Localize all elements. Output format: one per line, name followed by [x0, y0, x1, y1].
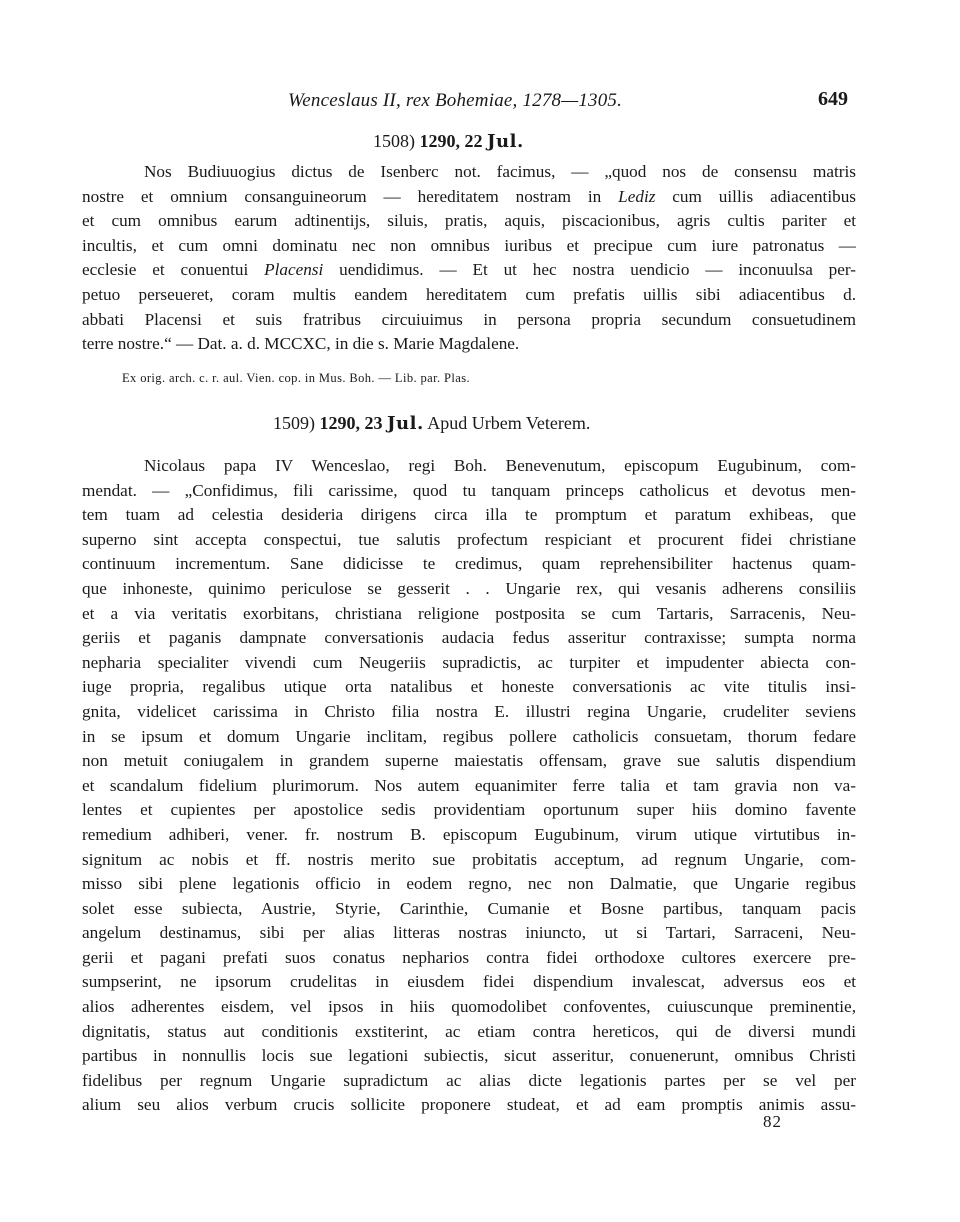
- text-line: angelum destinamus, sibi per alias litteras nostras iniuncto, ut si Tartari, Sarraceni, Neu-: [82, 923, 856, 943]
- text-line: signitum ac nobis et ff. nostris merito sue probitatis acceptum, ad regnum Ungarie, com-: [82, 849, 856, 869]
- text-line: Nicolaus papa IV Wenceslao, regi Boh. Benevenutum, episcopum Eugubinum, com-: [144, 456, 856, 475]
- doc-month: Jul.: [487, 131, 524, 152]
- text-line: alium seu alios verbum crucis sollicite proponere studeat, et ad eam promptis animis assu-: [82, 1095, 856, 1115]
- text-line: in se ipsum et domum Ungarie inclitam, regibus pollere catholicis consuetam, thorum fedare: [82, 726, 856, 746]
- page-header: [0, 90, 960, 120]
- doc-1509-body: [82, 454, 856, 1118]
- text-line: continuum incrementum. Sane didicisse te credimus, quam reprehensibiliter hactenus quam-: [82, 554, 856, 574]
- doc-1508-heading: [373, 131, 524, 152]
- text-line: incultis, et cum omni dominatu nec non omnibus iuribus et precipue cum iure patronatus —: [82, 235, 856, 255]
- doc-month: Jul.: [387, 413, 424, 434]
- text-line: nostre et omnium consanguineorum — hereditatem nostram in Lediz cum uillis adiacentibus: [82, 186, 856, 206]
- text-line: et scandalum fidelium plurimorum. Nos autem equanimiter ferre talia et tam gravia non va-: [82, 775, 856, 795]
- text-line: gerii et pagani prefati suos conatus nepharios contra fidei orthodoxe cultores exercere pre-: [82, 947, 856, 967]
- doc-1508-body: [82, 160, 856, 357]
- text-line: tem tuam ad celestia desideria dirigens circa illa te promptum et paratum exhibeas, que: [82, 505, 856, 525]
- text-line: et cum omnibus earum adtinentijs, siluis, pratis, aquis, piscacionibus, agris cultis pariter et: [82, 211, 856, 231]
- text-line: superno sint accepta conspectui, tue salutis profectum respiciant et procurent fidei christiane: [82, 529, 856, 549]
- running-title: Wenceslaus II, rex Bohemiae, 1278—1305.: [288, 90, 623, 111]
- doc-date: 1290, 22: [419, 131, 483, 151]
- doc-date: 1290, 23: [319, 413, 383, 433]
- text-line: alios adherentes eisdem, vel ipsos in hiis quomodolibet confoventes, cuiuscunque preminentie,: [82, 997, 856, 1017]
- text-line: terre nostre.“ — Dat. a. d. MCCXC, in die s. Marie Magdalene.: [82, 334, 520, 354]
- doc-1509-heading: [273, 413, 590, 434]
- text-line: dignitatis, status aut conditionis exstiterint, ac etiam contra hereticos, qui de diversi mundi: [82, 1021, 856, 1041]
- text-line: mendat. — „Confidimus, fili carissime, quod tu tanquam princeps catholicus et devotus men-: [82, 480, 856, 500]
- signature-mark: 82: [763, 1112, 782, 1131]
- doc-number: 1509): [273, 413, 315, 433]
- text-line: et a via veritatis exorbitans, christiana religione postposita se cum Tartaris, Sarracenis, Neu-: [82, 603, 856, 623]
- text-line: misso sibi plene legationis officio in eodem regno, nec non Dalmatie, que Ungarie regibus: [82, 874, 856, 894]
- text-line: iuge propria, regalibus utique orta natalibus et honeste conversationis ac vite titulis insi-: [82, 677, 856, 697]
- text-line: remedium adhiberi, vener. fr. nostrum B. episcopum Eugubinum, virum utique virtutibus in-: [82, 824, 856, 844]
- text-line: ecclesie et conuentui Placensi uendidimus. — Et ut hec nostra uendicio — inconuulsa per-: [82, 260, 856, 280]
- text-line: nepharia specialiter vivendi cum Neugeriis supradictis, ac turpiter et impudenter abiecta con-: [82, 652, 856, 672]
- text-line: geriis et paganis dampnate conversationis audacia fedus asseritur contraxisse; sumpta norma: [82, 628, 856, 648]
- text-line: non metuit coniugalem in grandem superne maiestatis offensam, grave sue salutis dispendium: [82, 751, 856, 771]
- text-line: sumpserint, ne ipsorum crudelitas in eiusdem fidei dispendium invalescat, adversus eos et: [82, 972, 856, 992]
- text-line: fidelibus per regnum Ungarie supradictum ac alias dicte legationis partes per se vel per: [82, 1070, 856, 1090]
- text-line: partibus in nonnullis locis sue legationi subiectis, sicut asseritur, conuenerunt, omnibus Christi: [82, 1046, 856, 1066]
- text-line: gnita, videlicet carissima in Christo filia nostra E. illustri regina Ungarie, crudeliter seviens: [82, 701, 856, 721]
- doc-number: 1508): [373, 131, 415, 151]
- page-number: 649: [818, 88, 848, 110]
- source-note: Ex orig. arch. c. r. aul. Vien. cop. in Mus. Boh. — Lib. par. Plas.: [122, 371, 470, 385]
- text-line: que inhoneste, quinimo periculose se gesserit . . Ungarie rex, qui vesanis adherens consiliis: [82, 578, 856, 598]
- text-line: lentes et cupientes per apostolice sedis providentiam oportunum super hiis domino favente: [82, 800, 856, 820]
- text-line: solet esse subiecta, Austrie, Styrie, Carinthie, Cumanie et Bosne partibus, tanquam pacis: [82, 898, 856, 918]
- doc-place: Apud Urbem Veterem.: [427, 413, 591, 433]
- text-line: abbati Placensi et suis fratribus circuiuimus in persona propria secundum consuetudinem: [82, 309, 856, 329]
- text-line: Nos Budiuuogius dictus de Isenberc not. facimus, — „quod nos de consensu matris: [144, 162, 856, 181]
- text-line: petuo perseueret, coram multis eandem hereditatem cum prefatis uillis sibi adiacentibus d.: [82, 284, 856, 304]
